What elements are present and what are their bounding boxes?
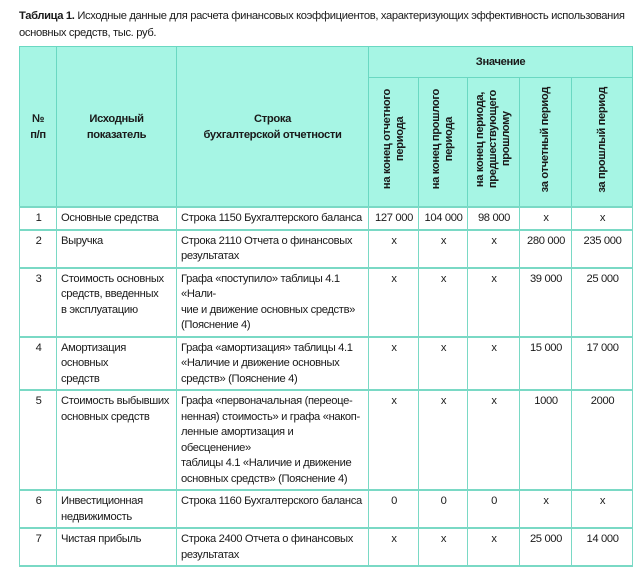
row-value: x [419, 528, 468, 566]
header-label: на конец отчетного периода [380, 89, 406, 190]
header-value-group: Значение [369, 47, 633, 78]
header-value-col [572, 78, 633, 208]
row-value: 0 [468, 490, 520, 528]
table-caption [19, 8, 629, 42]
row-num: 4 [20, 337, 57, 391]
table-row [20, 390, 633, 490]
table-row [20, 528, 633, 566]
row-value: 17 000 [572, 337, 633, 391]
header-value-col [520, 78, 572, 208]
table-row [20, 490, 633, 528]
row-value: x [419, 337, 468, 391]
row-value: 0 [369, 490, 419, 528]
row-value: x [572, 207, 633, 230]
row-value: 1000 [520, 390, 572, 490]
header-value-col [468, 78, 520, 208]
caption-label: Таблица 1. [19, 10, 75, 22]
header-value-col [419, 78, 468, 208]
row-num: 6 [20, 490, 57, 528]
row-value: x [468, 230, 520, 268]
row-value: x [468, 390, 520, 490]
row-indicator: Стоимость выбывших основных средств [57, 390, 177, 490]
row-num: 7 [20, 528, 57, 566]
row-value: x [369, 230, 419, 268]
row-value: x [369, 390, 419, 490]
row-value: x [468, 337, 520, 391]
header-label: на конец периода, предшествующего прошлому [474, 90, 512, 189]
row-value: x [520, 207, 572, 230]
row-num: 5 [20, 390, 57, 490]
row-source: Строка 2400 Отчета о финансовых результатах [177, 528, 369, 566]
row-source: Графа «амортизация» таблицы 4.1 «Наличие и движение основных средств» (Пояснение 4) [177, 337, 369, 391]
row-source: Графа «первоначальная (переоце- ненная) стоимость» и графа «накоп- ленные амортизация и обесценение» таблицы 4.1 «Наличие и движение основных средств» (Пояснение 4) [177, 390, 369, 490]
row-value: 0 [419, 490, 468, 528]
header-indicator: Исходный показатель [57, 47, 177, 208]
row-value: x [468, 528, 520, 566]
row-value: x [419, 230, 468, 268]
header-value-col [369, 78, 419, 208]
row-indicator: Выручка [57, 230, 177, 268]
row-value: 15 000 [520, 337, 572, 391]
financial-data-table [19, 46, 633, 567]
row-value: 280 000 [520, 230, 572, 268]
row-value: x [419, 268, 468, 337]
row-indicator: Чистая прибыль [57, 528, 177, 566]
table-row [20, 230, 633, 268]
row-source: Строка 1150 Бухгалтерского баланса [177, 207, 369, 230]
row-value: 39 000 [520, 268, 572, 337]
header-source: Строка бухгалтерской отчетности [177, 47, 369, 208]
header-label: на конец прошлого периода [430, 89, 455, 190]
row-source: Строка 2110 Отчета о финансовых результатах [177, 230, 369, 268]
row-indicator: Стоимость основных средств, введенных в эксплуатацию [57, 268, 177, 337]
row-value: x [419, 390, 468, 490]
row-source: Графа «поступило» таблицы 4.1 «Нали- чие и движение основных средств» (Пояснение 4) [177, 268, 369, 337]
table-row [20, 337, 633, 391]
row-num: 1 [20, 207, 57, 230]
row-value: x [520, 490, 572, 528]
row-indicator: Основные средства [57, 207, 177, 230]
row-value: 98 000 [468, 207, 520, 230]
row-value: x [468, 268, 520, 337]
header-label: за прошлый период [595, 86, 608, 193]
row-value: x [572, 490, 633, 528]
row-value: 2000 [572, 390, 633, 490]
row-indicator: Инвестиционная недвижимость [57, 490, 177, 528]
row-value: 127 000 [369, 207, 419, 230]
row-value: x [369, 337, 419, 391]
row-value: 14 000 [572, 528, 633, 566]
row-value: x [369, 528, 419, 566]
row-num: 3 [20, 268, 57, 337]
table-row [20, 207, 633, 230]
row-value: 25 000 [520, 528, 572, 566]
caption-text: Исходные данные для расчета финансовых коэффициентов, характеризующих эффективность использования основных средств, тыс. руб. [19, 10, 625, 39]
row-indicator: Амортизация основных средств [57, 337, 177, 391]
row-source: Строка 1160 Бухгалтерского баланса [177, 490, 369, 528]
row-num: 2 [20, 230, 57, 268]
header-num: № п/п [20, 47, 57, 208]
row-value: 235 000 [572, 230, 633, 268]
header-label: за отчетный период [539, 86, 551, 193]
table-row [20, 268, 633, 337]
row-value: x [369, 268, 419, 337]
row-value: 104 000 [419, 207, 468, 230]
row-value: 25 000 [572, 268, 633, 337]
